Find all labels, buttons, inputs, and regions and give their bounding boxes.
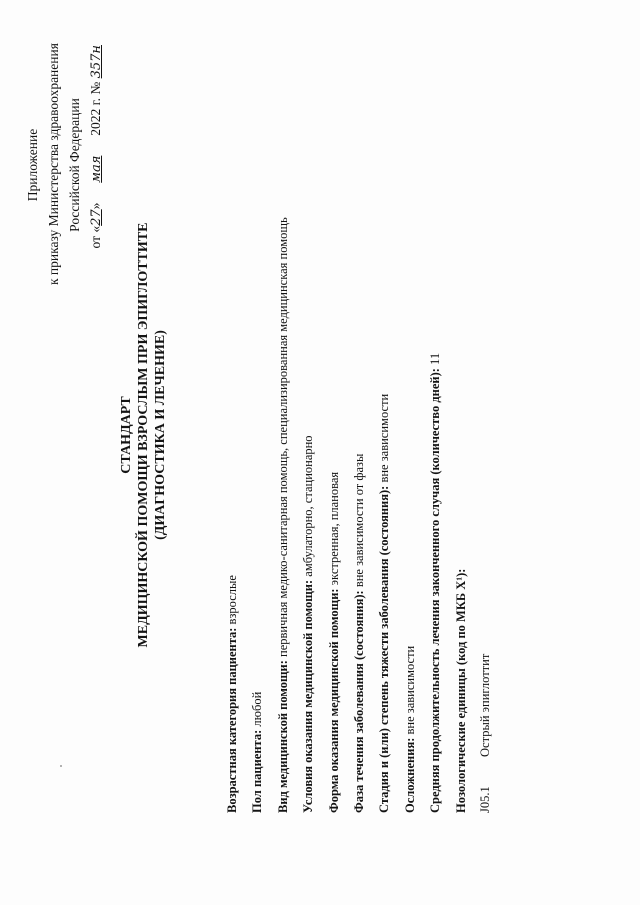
- param-row-nosology: [449, 23, 474, 813]
- param-row-conditions: [296, 23, 321, 813]
- appendix-title: Приложение: [25, 128, 40, 202]
- title-line-main: МЕДИЦИНСКОЙ ПОМОЩИ ВЗРОСЛЫМ ПРИ ЭПИГЛОТТИТЕ: [136, 222, 151, 648]
- param-label: Вид медицинской помощи:: [275, 660, 290, 813]
- param-label: Условия оказания медицинской помощи:: [301, 579, 316, 813]
- date-mid: »: [88, 202, 103, 210]
- handwritten-day: 27: [89, 209, 104, 226]
- appendix-order-line: к приказу Министерства здравоохранения: [46, 43, 61, 285]
- param-label: Нозологические единицы (код по МКБ X¹):: [453, 568, 468, 813]
- param-row-stage: [372, 23, 397, 813]
- document-title: [118, 125, 169, 745]
- handwritten-number: 357н: [89, 45, 104, 79]
- param-label: Стадия и (или) степень тяжести заболевания (состояния):: [377, 485, 392, 813]
- param-value: амбулаторно, стационарно: [301, 435, 316, 577]
- param-label: Возрастная категория пациента:: [225, 627, 239, 813]
- param-row-form: [322, 23, 347, 813]
- parameters-list: [220, 23, 474, 813]
- param-row-age: [220, 23, 245, 813]
- appendix-block: [22, 45, 107, 285]
- appendix-date-line: [85, 45, 107, 285]
- param-label: Пол пациента:: [250, 729, 265, 813]
- date-prefix: от «: [88, 225, 103, 249]
- param-label: Форма оказания медицинской помощи:: [326, 588, 341, 813]
- diagnosis-row: [478, 654, 493, 813]
- scan-speck: [60, 765, 62, 767]
- param-row-phase: [347, 23, 372, 813]
- param-row-duration: [423, 23, 448, 813]
- param-label: Фаза течения заболевания (состояния):: [352, 590, 367, 813]
- param-value: вне зависимости: [377, 393, 392, 483]
- param-row-sex: [245, 23, 270, 813]
- title-line-standard: СТАНДАРТ: [119, 396, 134, 474]
- param-value: вне зависимости от фазы: [352, 453, 367, 588]
- icd-code: J05.1: [478, 786, 492, 813]
- handwritten-month: мая: [89, 155, 104, 183]
- date-year: 2022 г. №: [88, 81, 103, 136]
- param-label: Средняя продолжительность лечения законченного случая (количество дней):: [428, 368, 443, 813]
- param-row-complications: [398, 23, 423, 813]
- param-value: взрослые: [225, 575, 239, 625]
- param-label: Осложнения:: [402, 737, 417, 813]
- param-value: экстренная, плановая: [326, 471, 341, 586]
- title-line-sub: (ДИАГНОСТИКА И ЛЕЧЕНИЕ): [153, 330, 168, 540]
- param-value: вне зависимости: [402, 645, 417, 735]
- param-value: 11: [428, 352, 443, 365]
- param-row-care-type: [271, 23, 296, 813]
- param-value: любой: [250, 691, 265, 727]
- appendix-ministry-line: Российской Федерации: [67, 98, 82, 232]
- param-value: первичная медико-санитарная помощь, специализированная медицинская помощь: [275, 217, 290, 657]
- diagnosis-name: Острый эпиглоттит: [478, 653, 492, 757]
